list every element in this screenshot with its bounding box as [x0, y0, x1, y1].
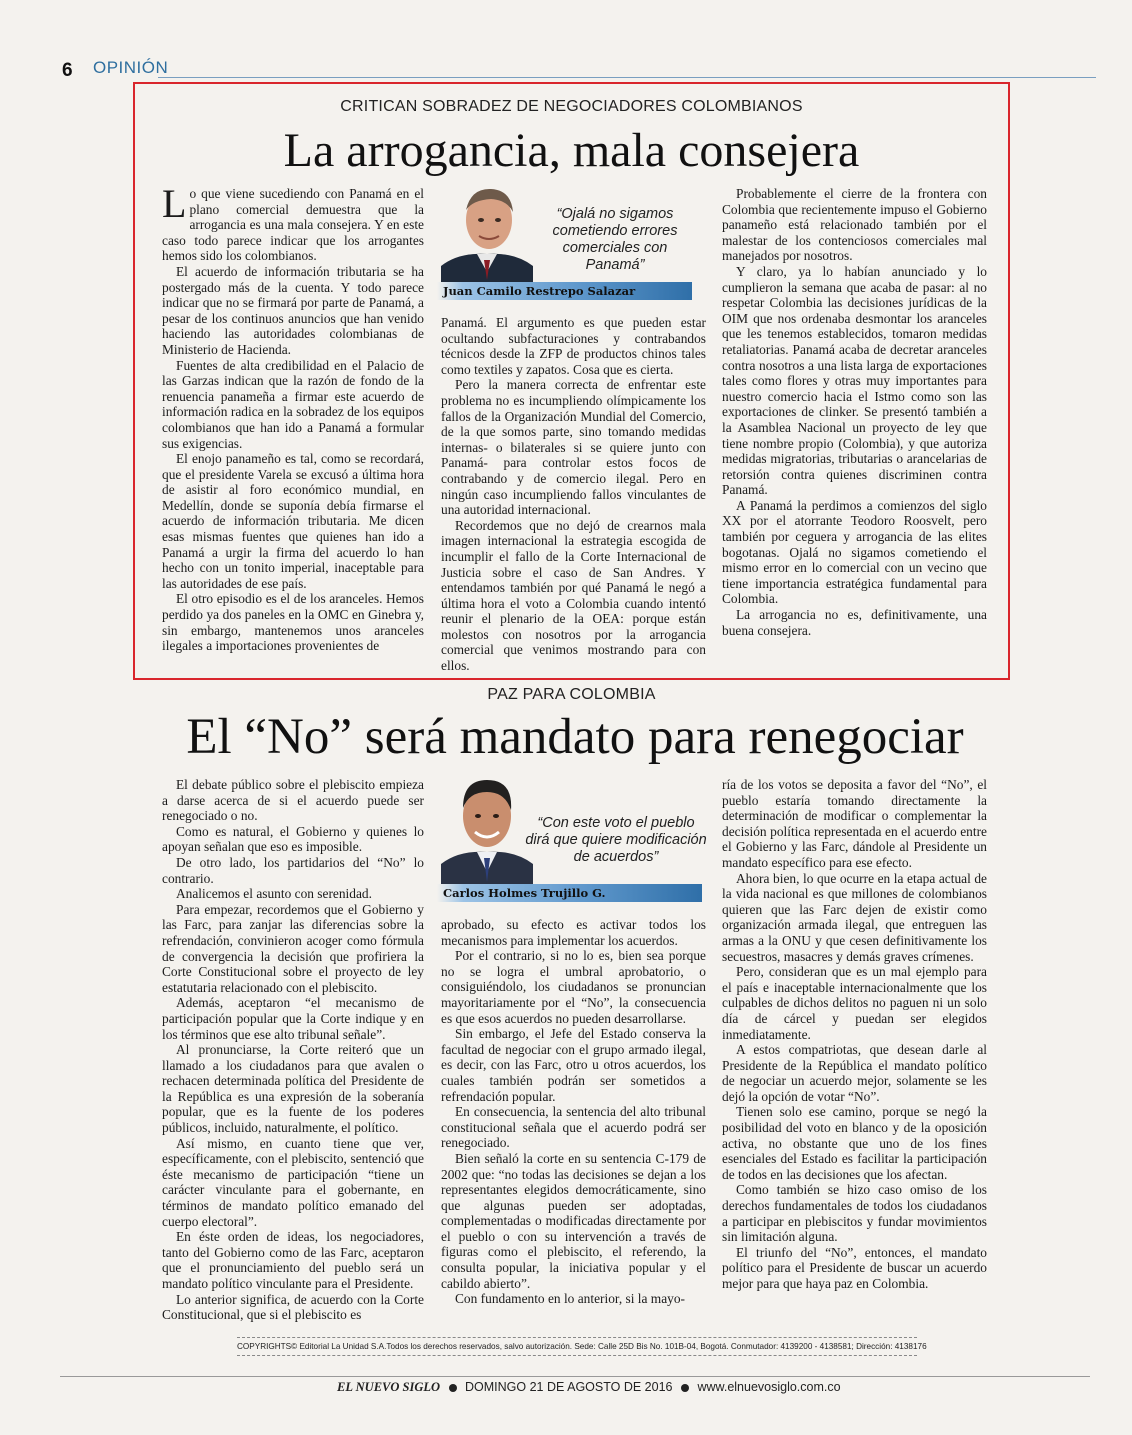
- article2-column-2: [441, 917, 706, 1307]
- paragraph: aprobado, su efecto es activar todos los mecanismos para implementar los acuerdos.: [441, 917, 706, 948]
- paragraph: Panamá. El argumento es que pueden estar ocultando subfacturaciones y contrabandos técnicos desde la ZFP de productos chinos tales como textiles y zapatos. Cosa que es cierta.: [441, 315, 706, 377]
- paragraph: En éste orden de ideas, los negociadores, tanto del Gobierno como de las Farc, aceptaron que el pronunciamiento del pueblo será un mandato político vinculante para el Presidente.: [162, 1229, 424, 1291]
- bullet-icon: [681, 1384, 689, 1392]
- article2-headline: El “No” será mandato para renegociar: [186, 709, 964, 765]
- section-name: OPINIÓN: [93, 58, 169, 77]
- paragraph: Para empezar, recordemos que el Gobierno y las Farc, para zanjar las diferencias sobre la refrendación, convinieron acoger como fórmula de convergencia la decisión que profiriera la Corte Constitucional sobre el proyecto de ley estatutaria relacionado con el plebiscito.: [162, 901, 424, 995]
- paragraph: Lo anterior significa, de acuerdo con la Corte Constitucional, que si el plebiscito es: [162, 1291, 424, 1323]
- paragraph: En consecuencia, la sentencia del alto tribunal constitucional señala que el acuerdo podrá ser renegociado.: [441, 1104, 706, 1151]
- article1-column-3: [722, 186, 987, 638]
- paragraph: A estos compatriotas, que desean darle al Presidente de la República el mandato político de negociar un acuerdo mejor, solamente se les dejó la opción de votar “No”.: [722, 1042, 987, 1104]
- paragraph: A Panamá la perdimos a comienzos del siglo XX por el atorrante Teodoro Roosvelt, pero también por ceguera y arrogancia de las elites bogotanas. Ojalá no sigamos cometiendo el mismo error en lo comercial con un vecino que tiene importancia estratégica fundamental para Colombia.: [722, 497, 987, 607]
- newspaper-brand: EL NUEVO SIGLO: [337, 1380, 441, 1394]
- paragraph: La arrogancia no es, definitivamente, una buena consejera.: [722, 607, 987, 638]
- page-number: 6: [62, 60, 73, 81]
- article2-column-3: [722, 777, 987, 1292]
- paragraph: Al pronunciarse, la Corte reiteró que un llamado a los ciudadanos para que avalen o rechacen determinada política del Presidente de la República es una expresión de la soberanía popular, que es la fuente de los poderes públicos, incluido, naturalmente, el político.: [162, 1042, 424, 1136]
- paragraph: El enojo panameño es tal, como se recordará, que el presidente Varela se excusó a última hora de asistir al foro económico mundial, en Medellín, donde se suponía debía firmarse el acuerdo de información tributaria. Me dicen esas mismas fuentes que quienes han ido a Panamá a urgir la firma del acuerdo lo han hecho con un tonito imperial, inaceptable para las autoridades de ese país.: [162, 451, 424, 591]
- paragraph: Fuentes de alta credibilidad en el Palacio de las Garzas indican que la razón de fondo de la renuencia panameña a firmar este acuerdo de información radica en la sobradez de los equipos colombianos que han ido a Panamá a formular sus exigencias.: [162, 357, 424, 451]
- footer-rule-top: [237, 1337, 917, 1338]
- article1-column-1: [162, 181, 424, 654]
- article1-headline: La arrogancia, mala consejera: [283, 124, 860, 177]
- paragraph: Ahora bien, lo que ocurre en la etapa actual de la vida nacional es que millones de colombianos quieren que las Farc dejen de existir como organización armada ilegal, que entreguen las armas a la ONU y que cesen definitivamente los secuestros, masacres y demás graves crímenes.: [722, 870, 987, 964]
- author-photo-trujillo: [441, 772, 533, 884]
- paragraph: Pero la manera correcta de enfrentar este problema no es incumpliendo olímpicamente los fallos de la Organización Mundial del Comercio, de la que somos parte, sino tomando medidas internas- o bilaterales si se quiere junto con Panamá- para controlar estos focos de contrabando y de comercio ilegal. Pero en ningún caso incumpliendo fallos vinculantes de una autoridad internacional.: [441, 377, 706, 518]
- article2-pull-quote: “Con este voto el pueblo dirá que quiere modificación de acuerdos”: [525, 815, 707, 865]
- paragraph: Por el contrario, si no lo es, bien sea porque no se logra el umbral aprobatorio, o consiguiéndolo, los ciudadanos se pronuncian mayoritariamente por el “No”, la consecuencia es que esos acuerdos no pueden desarrollarse.: [441, 948, 706, 1026]
- article1-column-2: [441, 315, 706, 674]
- paragraph: El triunfo del “No”, entonces, el mandato político para el Presidente de buscar un acuerdo mejor para que haya paz en Colombia.: [722, 1244, 987, 1291]
- footer-rule-bottom: [237, 1355, 917, 1356]
- paragraph: Probablemente el cierre de la frontera con Colombia que recientemente impuso el Gobierno panameño está relacionado también por el malestar de los contenciosos comerciales mal manejados por nosotros.: [722, 186, 987, 264]
- paragraph: Además, aceptaron “el mecanismo de participación popular que la Corte indique y en los términos que ese alto tribunal señale”.: [162, 995, 424, 1042]
- page-header: [58, 58, 1088, 82]
- article2-author-byline: Carlos Holmes Trujillo G.: [437, 884, 702, 902]
- bottom-rule: [60, 1376, 1090, 1377]
- article2-column-1: [162, 777, 424, 1323]
- paragraph: Bien señaló la corte en su sentencia C-179 de 2002 que: “no todas las decisiones se dejan a los representantes elegidos democráticamente, sino que algunas pueden ser adoptadas, complementadas o modificadas directamente por el pueblo o con su intervención a través de figuras como el plebiscito, el referendo, la consulta popular, la iniciativa popular y el cabildo abierto”.: [441, 1150, 706, 1291]
- paragraph: El acuerdo de información tributaria se ha postergado más de la cuenta. Y todo parece indicar que no se firmará por parte de Panamá, a pesar de los continuos anuncios que han venido haciendo las autoridades colombianas de Ministerio de Hacienda.: [162, 263, 424, 357]
- paragraph: Analicemos el asunto con serenidad.: [176, 886, 372, 902]
- header-rule: [158, 77, 1096, 78]
- paragraph: Como es natural, el Gobierno y quienes lo apoyan señalan que eso es imposible.: [162, 823, 424, 855]
- paragraph: Tienen solo ese camino, porque se negó la posibilidad del voto en blanco y de la oposición activa, no obstante que uno de los fines esenciales del Estado es facilitar la participación de todos en las decisiones que los afectan.: [722, 1104, 987, 1182]
- paragraph: o que viene sucediendo con Panamá en el plano comercial demuestra que la arrogancia es una mala consejera. Y en este caso todo parece indicar que los arrogantes hemos sido los colombianos.: [162, 186, 424, 264]
- website-url: www.elnuevosiglo.com.co: [697, 1380, 841, 1394]
- paragraph: Pero, consideran que es un mal ejemplo para el país e inaceptable internacionalmente que los culpables de dichos delitos no paguen ni un solo día de cárcel y puedan ser elegidos inmediatamente.: [722, 964, 987, 1042]
- paragraph: Sin embargo, el Jefe del Estado conserva la facultad de negociar con el grupo armado ilegal, es decir, con las Farc, otro u otros acuerdos, los cuales también podrán ser sometidos a refrendación popular.: [441, 1026, 706, 1104]
- paragraph: El debate público sobre el plebiscito empieza a darse acerca de si el acuerdo puede ser renegociado o no.: [162, 777, 424, 824]
- article1-pull-quote: “Ojalá no sigamos cometiendo errores comerciales con Panamá”: [552, 206, 678, 273]
- paragraph: Como también se hizo caso omiso de los derechos fundamentales de todos los ciudadanos a participar en plebiscitos y fundar movimientos sin limitación alguna.: [722, 1182, 987, 1245]
- article2-kicker: PAZ PARA COLOMBIA: [487, 686, 656, 703]
- copyright-notice: COPYRIGHTS© Editorial La Unidad S.A.Todos los derechos reservados, salvo autorización. Sede: Calle 25D Bis No. 101B-04, Bogotá. Conmutador: 4139200 - 4138581; Dirección: 4138176: [237, 1342, 927, 1351]
- paragraph: De otro lado, los partidarios del “No” lo contrario.: [162, 854, 424, 886]
- author-photo-restrepo: [441, 180, 533, 283]
- paragraph: Así mismo, en cuanto tiene que ver, específicamente, con el plebiscito, sentenció que éste mecanismo de participación “tiene un carácter vinculante para el gobernante, en términos de mandato político emanado del cuerpo electoral”.: [162, 1135, 424, 1229]
- page-footer-line: [337, 1380, 841, 1395]
- article1-author-byline: Juan Camilo Restrepo Salazar: [437, 282, 692, 300]
- paragraph: El otro episodio es el de los aranceles. Hemos perdido ya dos paneles en la OMC en Ginebra y, sin embargo, mantenemos unos aranceles ilegales a importaciones provenientes de: [162, 591, 424, 654]
- paragraph: Recordemos que no dejó de crearnos mala imagen internacional la estrategia escogida de incumplir el fallo de la Corte Internacional de Justicia sobre el caso de San Andres. Y entendamos también por qué Panamá le negó a última hora el voto a Colombia cuando intentó reunir el plenario de la OEA: porque están molestos con nosotros por la arrogancia comercial que venimos mostrando para con ellos.: [441, 517, 706, 674]
- paragraph: Con fundamento en lo anterior, si la mayo-: [455, 1291, 686, 1307]
- edition-date: DOMINGO 21 DE AGOSTO DE 2016: [465, 1380, 673, 1394]
- dropcap: L: [162, 181, 187, 226]
- article1-kicker: CRITICAN SOBRADEZ DE NEGOCIADORES COLOMBIANOS: [340, 98, 803, 115]
- paragraph: ría de los votos se deposita a favor del “No”, el pueblo estaría tomando directamente la determinación de modificar o complementar la decisión política representada en el acuerdo entre el Gobierno y las Farc, dándole al Presidente un mandato específico para ese efecto.: [722, 777, 987, 870]
- paragraph: Y claro, ya lo habían anunciado y lo cumplieron la semana que acaba de pasar: al no respetar Colombia las decisiones jurídicas de la OIM que nos ordenaba desmontar los aranceles que les tenemos establecidos, tomaron medidas retaliatorias. Panamá acaba de decretar aranceles contra nosotros a una lista larga de exportaciones tales como flores y otras muy importantes para nuestro comercio hacia el Istmo como son las exportaciones de clinker. Se presentó también a la Asamblea Nacional un proyecto de ley que tiene nombre propio (Colombia), y que autoriza medidas migratorias, tributarias o arancelarias de retorsión contra quienes discriminen contra Panamá.: [722, 263, 987, 498]
- bullet-icon: [449, 1384, 457, 1392]
